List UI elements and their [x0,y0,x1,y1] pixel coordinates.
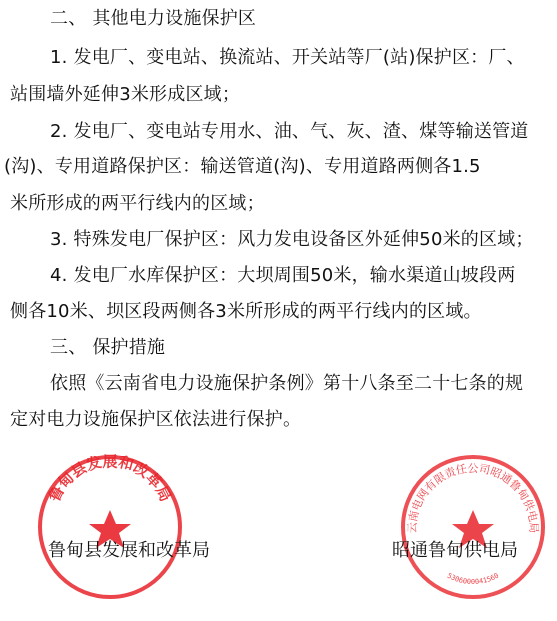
item2-line1: 2. 发电厂、变电站专用水、油、气、灰、渣、煤等输送管道 [50,121,529,142]
left-seal-text: 鲁甸县发展和改革局 [45,452,175,505]
item2-line2: (沟)、专用道路保护区：输送管道(沟)、专用道路两侧各1.5 [4,156,481,177]
item1-line1: 1. 发电厂、变电站、换流站、开关站等厂(站)保护区：厂、 [50,47,525,68]
right-official-seal [398,452,548,602]
measure-line1: 依照《云南省电力设施保护条例》第十八条至二十七条的规 [50,373,524,394]
right-seal-text: 云南电网有限责任公司昭通鲁甸供电局 [405,462,541,534]
left-official-seal [35,452,185,602]
item3-line1: 3. 特殊发电厂保护区：风力发电设备区外延伸50米的区域； [50,229,534,250]
section-two-title: 二、 其他电力设施保护区 [50,8,257,29]
right-signature-org: 昭通鲁甸供电局 [392,540,518,561]
item1-line2: 站围墙外延伸3米形成区域； [10,84,241,105]
right-seal-code: 5306000041560 [445,571,501,587]
section-three-title: 三、 保护措施 [50,337,166,358]
svg-text:5306000041560 [446,572,500,586]
item4-line1: 4. 发电厂水库保护区：大坝周围50米，输水渠道山坡段两 [50,265,516,286]
left-signature-org: 鲁甸县发展和改革局 [48,540,210,561]
svg-text:鲁甸县发展和改革局 [45,452,175,504]
right-seal-graphic [398,452,548,602]
item4-line2: 侧各10米、坝区段两侧各3米所形成的两平行线内的区域。 [10,301,482,322]
measure-line2: 定对电力设施保护区依法进行保护。 [10,409,302,430]
item2-line3: 米所形成的两平行线内的区域； [10,193,265,214]
left-seal-graphic [35,452,185,602]
